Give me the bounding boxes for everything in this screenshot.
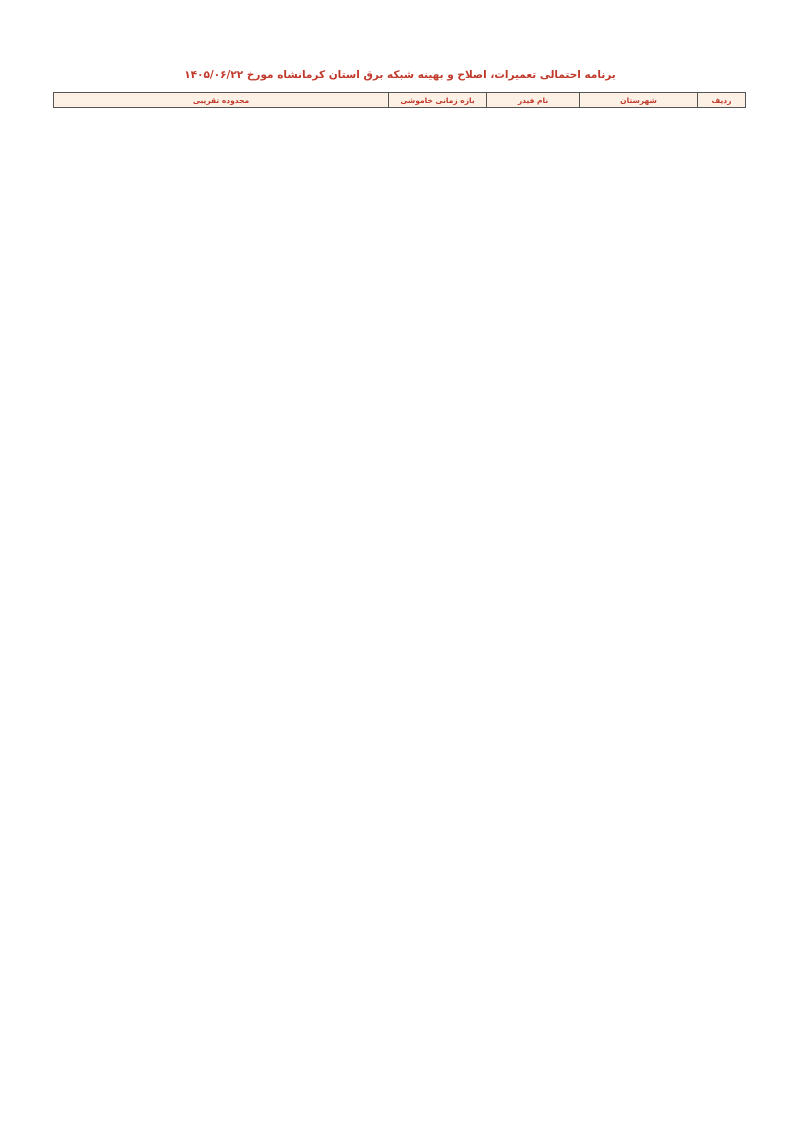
page-title: برنامه احتمالی تعمیرات، اصلاح و بهینه شبکه برق استان کرمانشاه مورخ ۱۴۰۵/۰۶/۲۲ — [184, 69, 616, 81]
table-header-row — [54, 93, 746, 108]
column-header-area: محدوده تقریبی — [54, 93, 389, 108]
column-header-index: ردیف — [698, 93, 746, 108]
column-header-feeder: نام فیدر — [487, 93, 580, 108]
document-sheet — [54, 66, 746, 108]
column-header-county: شهرستان — [580, 93, 698, 108]
column-header-period: بازه زمانی خاموشی — [389, 93, 487, 108]
outage-table — [53, 92, 746, 108]
